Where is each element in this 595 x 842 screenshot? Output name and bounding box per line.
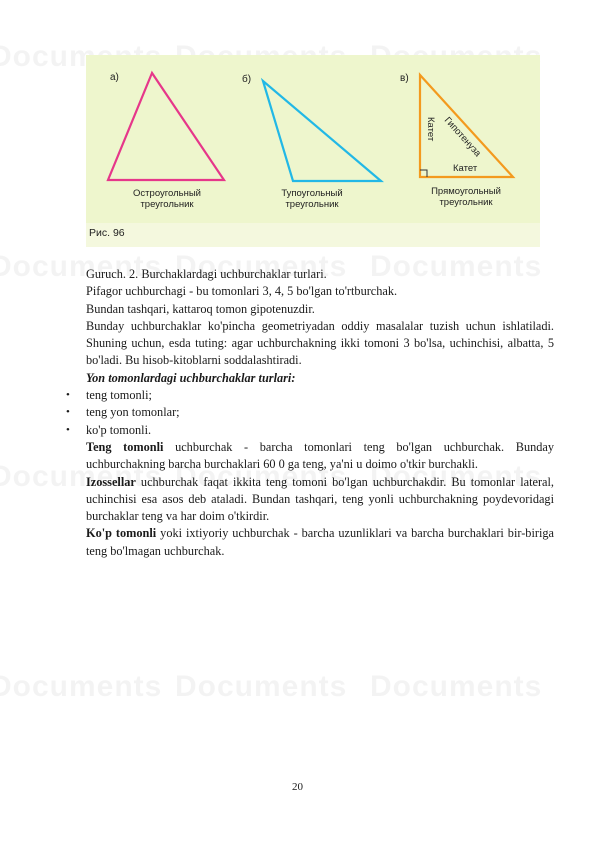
obtuse-triangle	[263, 81, 381, 181]
triangle-types-figure	[86, 55, 540, 247]
hypotenuse-line: Bundan tashqari, kattaroq tomon gipotenuzdir.	[86, 301, 315, 316]
acute-triangle	[108, 73, 224, 180]
scalene-paragraph: Ko'p tomonli yoki ixtiyoriy uchburchak - barcha uzunliklari va barcha burchaklari bir-biriga teng bo'lmagan uchburchak.	[86, 526, 554, 558]
figure-reference: Guruch. 2. Burchaklardagi uchburchaklar turlari.	[86, 267, 327, 281]
pythagorean-triangle-line: Pifagor uchburchagi - bu tomonlari 3, 4, 5 bo'lgan to'rtburchak.	[86, 284, 398, 299]
list-item: • teng yon tomonlar;	[86, 404, 554, 421]
horizontal-leg-label: Катет	[453, 163, 478, 174]
label-b: б)	[242, 74, 252, 85]
usage-paragraph: Bunday uchburchaklar ko'pincha geometriyadan oddiy masalalar tuzish uchun ishlatiladi. Shuning uchun, esda tuting: agar uchburchakning ikki tomoni 3 bo'lsa, uchinchisi, albatta, 5 bo'ladi. Bu hisob-kitoblarni soddalashtiradi.	[86, 318, 554, 368]
equilateral-term: Teng tomonli	[86, 439, 164, 454]
list-item: • teng tomonli;	[86, 387, 554, 404]
hypotenuse-label: Гипотенуза	[441, 115, 483, 160]
figure-caption: Рис. 96	[89, 227, 125, 239]
page-number: 20	[292, 781, 303, 793]
right-triangle-name: Прямоугольный треугольник	[431, 186, 501, 208]
body-text	[86, 266, 554, 560]
acute-triangle-name: Остроугольный треугольник	[133, 188, 201, 210]
triangle-types-list	[86, 387, 554, 439]
list-item: • ko'p tomonli.	[86, 422, 554, 439]
scalene-term: Ko'p tomonli	[86, 526, 157, 541]
section-heading: Yon tomonlardagi uchburchaklar turlari:	[86, 370, 296, 385]
isosceles-paragraph: Izossellar uchburchak faqat ikkita teng tomoni bo'lgan uchburchakdir. Bu tomonlar lateral, uchinchisi esa asos deb ataladi. Bundan tashqari, teng yonli uchburchakning poydevoridagi burchaklar teng va har doim o'tkirdir.	[86, 474, 554, 524]
label-c: в)	[400, 73, 409, 84]
label-a: а)	[110, 72, 119, 83]
equilateral-paragraph: Teng tomonli uchburchak - barcha tomonlari teng bo'lgan uchburchak. Bunday uchburchakning barcha burchaklari 60 0 ga teng, ya'ni u doimo o'tkir burchakli.	[86, 439, 554, 472]
isosceles-term: Izossellar	[86, 474, 136, 489]
obtuse-triangle-name: Тупоугольный треугольник	[281, 188, 343, 210]
vertical-leg-label: Катет	[425, 117, 436, 142]
